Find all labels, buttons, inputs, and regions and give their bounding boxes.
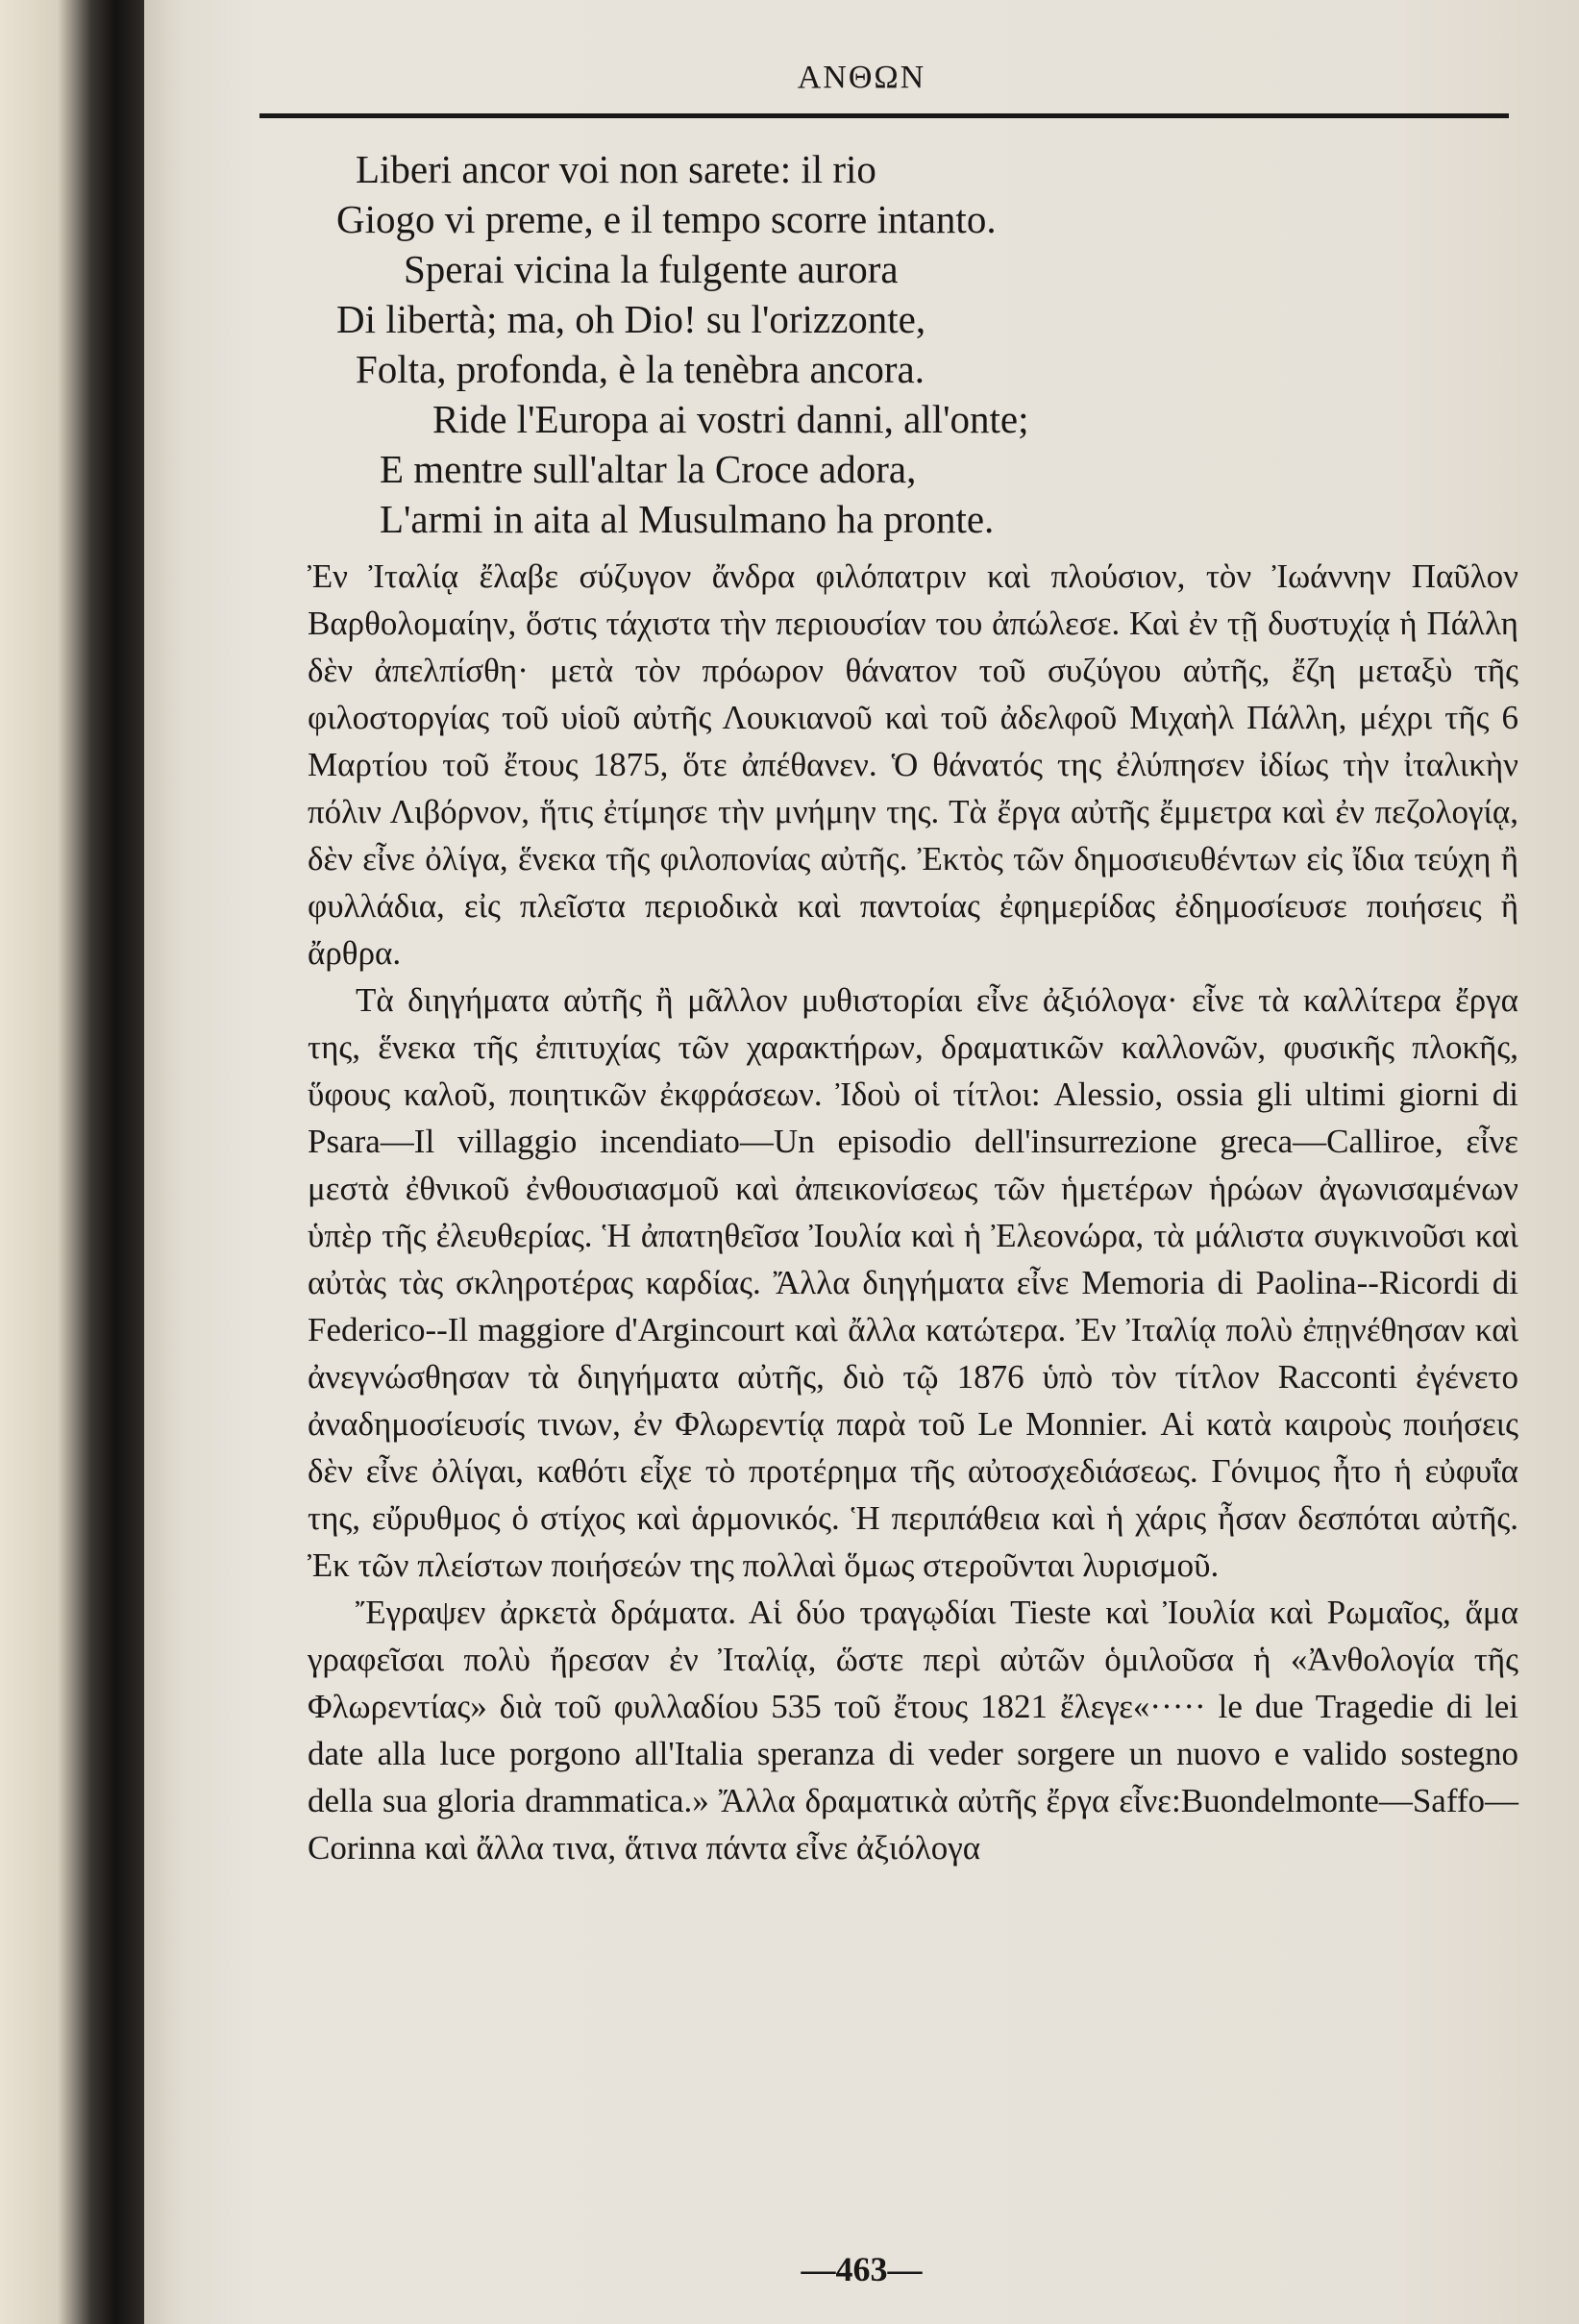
poem-line: Ride l'Europa ai vostri danni, all'onte; <box>432 397 1029 441</box>
poem-line: Liberi ancor voi non sarete: il rio <box>356 147 876 191</box>
paragraph: Ἐν Ἰταλίᾳ ἔλαβε σύζυγον ἄνδρα φιλόπατριν καὶ πλούσιον, τὸν Ἰωάννην Παῦλον Βαρθολομαίην, ὅστις τάχιστα τὴν περιουσίαν του ἀπώλεσε. Καὶ ἐν τῇ δυστυχίᾳ ἡ Πάλλη δὲν ἀπελπίσθη· μετὰ τὸν πρόωρον θάνατον τοῦ συζύγου αὐτῆς, ἔζη μεταξὺ τῆς φιλοστοργίας τοῦ υἱοῦ αὐτῆς Λουκιανοῦ καὶ τοῦ ἀδελφοῦ Μιχαὴλ Πάλλη, μέχρι τῆς 6 Μαρτίου τοῦ ἔτους 1875, ὅτε ἀπέθανεν. Ὁ θάνατός της ἐλύπησεν ἰδίως τὴν ἰταλικὴν πόλιν Λιβόρνον, ἥτις ἐτίμησε τὴν μνήμην της. Τὰ ἔργα αὐτῆς ἔμμετρα καὶ ἐν πεζολογίᾳ, δὲν εἶνε ὀλίγα, ἕνεκα τῆς φιλοπονίας αὐτῆς. Ἐκτὸς τῶν δημοσιευθέντων εἰς ἴδια τεύχη ἢ φυλλάδια, εἰς πλεῖστα περιοδικὰ καὶ παντοίας ἐφημερίδας ἐδημοσίευσε ποιήσεις ἢ ἄρθρα. <box>308 557 1518 972</box>
poem-line: Giogo vi preme, e il tempo scorre intanto. <box>336 197 997 241</box>
poem-line: Folta, profonda, è la tenèbra ancora. <box>356 347 925 391</box>
header-rule <box>259 113 1509 118</box>
running-head: ΑΝΘΩΝ <box>797 60 926 95</box>
page-number: —463— <box>801 2250 923 2288</box>
paragraph: Τὰ διηγήματα αὐτῆς ἢ μᾶλλον μυθιστορίαι εἶνε ἀξιόλογα· εἶνε τὰ καλλίτερα ἔργα της, ἕνεκα τῆς ἐπιτυχίας τῶν χαρακτήρων, δραματικῶν καλλονῶν, φυσικῆς πλοκῆς, ὕφους καλοῦ, ποιητικῶν ἐκφράσεων. Ἰδοὺ οἱ τίτλοι: Alessio, ossia gli ultimi giorni di Psara—Il villaggio incendiato—Un episodio dell'insurrezione greca—Calliroe, εἶνε μεστὰ ἐθνικοῦ ἐνθουσιασμοῦ καὶ ἀπεικονίσεως τῶν ἡμετέρων ἡρώων ἀγωνισαμένων ὑπὲρ τῆς ἐλευθερίας. Ἡ ἀπατηθεῖσα Ἰουλία καὶ ἡ Ἐλεονώρα, τὰ μάλιστα συγκινοῦσι καὶ αὐτὰς τὰς σκληροτέρας καρδίας. Ἄλλα διηγήματα εἶνε Memoria di Paolina--Ricordi di Federico--Il maggiore d'Argincourt καὶ ἄλλα κατώτερα. Ἐν Ἰταλίᾳ πολὺ ἐπῃνέθησαν καὶ ἀνεγνώσθησαν τὰ διηγήματα αὐτῆς, διὸ τῷ 1876 ὑπὸ τὸν τίτλον Racconti ἐγένετο ἀναδημοσίευσίς τινων, ἐν Φλωρεντίᾳ παρὰ τοῦ Le Monnier. Αἱ κατὰ καιροὺς ποιήσεις δὲν εἶνε ὀλίγαι, καθότι εἶχε τὸ προτέρημα τῆς αὐτοσχεδιάσεως. Γόνιμος ἦτο ἡ εὐφυΐα της, εὔρυθμος ὁ στίχος καὶ ἁρμονικός. Ἡ περιπάθεια καὶ ἡ χάρις ἦσαν δεσπόται αὐτῆς. Ἐκ τῶν πλείστων ποιήσεών της πολλαὶ ὅμως στεροῦνται λυρισμοῦ. <box>308 981 1518 1584</box>
poem-line: Di libertà; ma, oh Dio! su l'orizzonte, <box>336 297 926 341</box>
poem-line: L'armi in aita al Musulmano ha pronte. <box>380 497 995 541</box>
poem-line: E mentre sull'altar la Croce adora, <box>380 447 917 491</box>
book-page <box>144 0 1579 2324</box>
paragraph: Ἔγραψεν ἀρκετὰ δράματα. Αἱ δύο τραγῳδίαι Tieste καὶ Ἰουλία καὶ Ρωμαῖος, ἅμα γραφεῖσαι πολὺ ἤρεσαν ἐν Ἰταλίᾳ, ὥστε περὶ αὐτῶν ὁμιλοῦσα ἡ «Ἀνθολογία τῆς Φλωρεντίας» διὰ τοῦ φυλλαδίου 535 τοῦ ἔτους 1821 ἔλεγε«····· le due Tragedie di lei date alla luce porgono all'Italia speranza di veder sorgere un nuovo e valido sostegno della sua gloria drammatica.» Ἄλλα δραματικὰ αὐτῆς ἔργα εἶνε:Buondelmonte—Saffo—Corinna καὶ ἄλλα τινα, ἅτινα πάντα εἶνε ἀξιόλογα <box>308 1594 1518 1867</box>
poem-line: Sperai vicina la fulgente aurora <box>404 247 899 291</box>
body-text <box>308 553 1518 1871</box>
poem-stanza <box>336 144 1490 544</box>
book-gutter <box>0 0 144 2324</box>
